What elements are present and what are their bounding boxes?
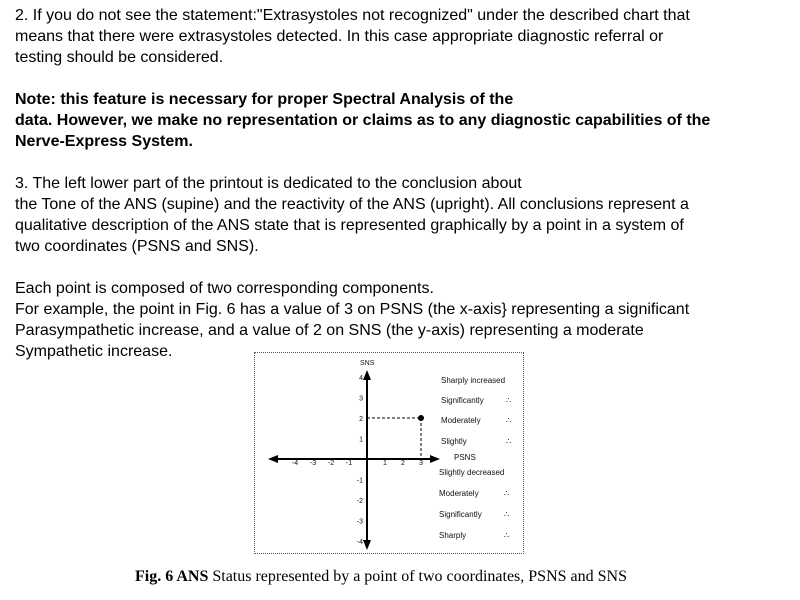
text-line: For example, the point in Fig. 6 has a value of 3 on PSNS (the x-axis} representing a significant — [15, 301, 690, 318]
x-tick-label: -1 — [345, 460, 353, 467]
text-line: 2. If you do not see the statement:"Extrasystoles not recognized" under the described chart that — [15, 7, 690, 24]
figure-caption — [135, 568, 627, 586]
legend-label: Sharply increased — [441, 376, 506, 385]
y-tick-label: -1 — [356, 477, 363, 485]
y-tick-label: -2 — [356, 498, 363, 505]
x-tick-label: 2 — [401, 460, 405, 467]
x-tick-label: 3 — [419, 460, 423, 467]
paragraph-point-explanation — [15, 278, 689, 362]
legend-mark: ∴ — [506, 396, 512, 405]
y-tick-label: 2 — [359, 416, 363, 423]
y-axis-label: SNS — [360, 360, 375, 367]
x-axis-right-arrow — [430, 455, 440, 463]
text-line: Each point is composed of two corresponding components. — [15, 280, 434, 297]
legend-mark: ∴ — [504, 510, 510, 519]
note-paragraph — [15, 89, 710, 152]
legend-label: Sharply — [439, 531, 467, 540]
legend-label: Significantly — [441, 396, 484, 405]
text-line: testing should be considered. — [15, 49, 224, 66]
y-tick-labels — [357, 375, 363, 546]
text-line: means that there were extrasystoles detected. In this case appropriate diagnostic referral or — [15, 28, 664, 45]
caption-prefix: Fig. 6 ANS — [135, 568, 209, 585]
paragraph-item-2 — [15, 5, 690, 68]
x-tick-label: -3 — [309, 460, 317, 467]
legend-label: Significantly — [439, 510, 482, 519]
x-tick-label: -4 — [291, 460, 299, 467]
text-line: Parasympathetic increase, and a value of 2 on SNS (the y-axis) representing a moderate — [15, 322, 644, 339]
legend-mark: ∴ — [504, 489, 510, 498]
text-line: Sympathetic increase. — [15, 343, 173, 360]
y-tick-label: -4 — [356, 539, 363, 546]
legend-label: Moderately — [439, 489, 479, 498]
legend-mark: ∴ — [506, 437, 512, 446]
text-line: the Tone of the ANS (supine) and the reactivity of the ANS (upright). All conclusions represent a — [15, 196, 689, 213]
y-axis-top-arrow — [363, 370, 371, 380]
ans-coordinate-figure — [254, 352, 534, 557]
legend-mark: ∴ — [506, 416, 512, 425]
text-line: qualitative description of the ANS state that is represented graphically by a point in a system of — [15, 217, 684, 234]
legend-decrease — [439, 468, 509, 540]
legend-label: Moderately — [441, 416, 481, 425]
ans-status-point — [418, 415, 424, 421]
legend-increase — [441, 376, 511, 446]
caption-text: Status represented by a point of two coordinates, PSNS and SNS — [208, 568, 627, 585]
x-tick-label: 1 — [383, 460, 387, 467]
text-line: Note: this feature is necessary for proper Spectral Analysis of the — [15, 91, 514, 108]
y-tick-label: 1 — [359, 436, 363, 444]
y-tick-label: -3 — [356, 518, 363, 526]
y-tick-label: 3 — [359, 395, 363, 403]
y-tick-label: 4 — [359, 375, 363, 382]
y-axis-bottom-arrow — [363, 540, 371, 550]
x-axis-label: PSNS — [454, 453, 476, 462]
x-tick-labels — [292, 460, 423, 467]
text-line: two coordinates (PSNS and SNS). — [15, 238, 259, 255]
paragraph-item-3 — [15, 173, 689, 257]
text-line: Nerve-Express System. — [15, 133, 193, 150]
text-line: 3. The left lower part of the printout is dedicated to the conclusion about — [15, 175, 522, 192]
legend-label: Slightly — [441, 437, 467, 446]
x-axis-left-arrow — [268, 455, 278, 463]
x-tick-label: -2 — [327, 460, 335, 467]
legend-mark: ∴ — [504, 531, 510, 540]
text-line: data. However, we make no representation or claims as to any diagnostic capabilities of the — [15, 112, 711, 129]
legend-label: Slightly decreased — [439, 468, 505, 477]
